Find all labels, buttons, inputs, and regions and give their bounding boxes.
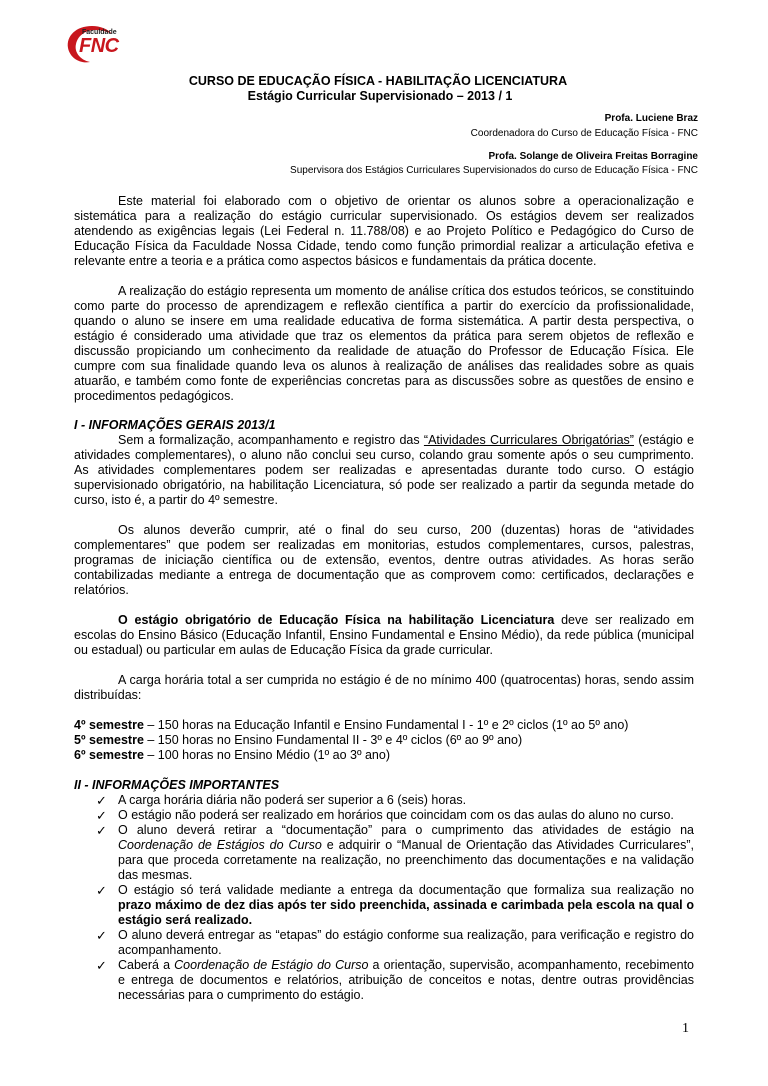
list-item: ✓ A carga horária diária não poderá ser superior a 6 (seis) horas. [96,793,467,808]
course-title: CURSO DE EDUCAÇÃO FÍSICA - HABILITAÇÃO LICENCIATURA [188,74,568,88]
section-1-paragraph-3: O estágio obrigatório de Educação Física na habilitação Licenciatura deve ser realizado em escolas do Ensino Básico (Educação Infantil, Ensino Fundamental e Ensino Médio), da rede pública (municipal ou estadual) ou particular em aulas de Educação Física da grade curricular. [74,613,694,657]
check-icon: ✓ [96,928,107,943]
coordinator-name: Profa. Luciene Braz [604,113,698,124]
list-item: ✓ O estágio não poderá ser realizado em horários que coincidam com os das aulas do aluno no curso. [96,808,674,823]
internship-title: Estágio Curricular Supervisionado – 2013 / 1 [247,89,513,103]
section-1-paragraph-1: Sem a formalização, acompanhamento e registro das “Atividades Curriculares Obrigatórias” (estágio e atividades complementares), o aluno não conclui seu curso, colando grau somente após o seu cumprimento. As atividades complementares podem ser realizadas e apresentadas durante todo curso. O estágio supervisionado obrigatório, na habilitação Licenciatura, só pode ser realizado a partir da segunda metade do curso, isto é, a partir do 4º semestre. [74,433,695,507]
page-number: 1 [682,1021,689,1036]
semester-line-5: 5º semestre – 150 horas no Ensino Fundamental II - 3º e 4º ciclos (6º ao 9º ano) [74,733,523,747]
section-2-heading: II - INFORMAÇÕES IMPORTANTES [74,778,280,792]
check-icon: ✓ [96,958,107,973]
list-item: ✓ O estágio só terá validade mediante a entrega da documentação que formaliza sua realização no prazo máximo de dez dias após ter sido preenchida, assinada e carimbada pela escola na qual o estágio será realizado. [96,883,694,927]
semester-line-6: 6º semestre – 100 horas no Ensino Médio (1º ao 3º ano) [74,748,390,762]
check-icon: ✓ [96,793,107,808]
semester-line-4: 4º semestre – 150 horas na Educação Infantil e Ensino Fundamental I - 1º e 2º ciclos (1º ao 5º ano) [74,718,629,732]
check-icon: ✓ [96,883,107,898]
supervisor-name: Profa. Solange de Oliveira Freitas Borragine [488,151,698,162]
list-item: ✓ Caberá a Coordenação de Estágio do Curso a orientação, supervisão, acompanhamento, recebimento e entrega de documentos e relatórios, atribuição de conceitos e notas, dentre outras providências necessárias para o cumprimento do estágio. [96,958,694,1002]
check-icon: ✓ [96,823,107,838]
check-icon: ✓ [96,808,107,823]
intro-paragraph-2: A realização do estágio representa um momento de análise crítica dos estudos teóricos, se constituindo como parte do processo de aprendizagem e reflexão científica a partir do exercício da profissionalidade, quando o aluno se insere em uma realidade educativa de forma sistemática. A partir desta perspectiva, o estágio é considerado uma atividade que traz os elementos da prática para serem objetos de reflexão e discussão propiciando um conhecimento da realidade de atuação do Professor de Educação Física. Ele cumpre com sua finalidade quando leva os alunos à realização de análises das realidades sobre as quais atuarão, e também como fonte de experiências concretas para as discussões sobre as questões de ensino e procedimentos pedagógicos. [74,284,694,403]
section-1-heading: I - INFORMAÇÕES GERAIS 2013/1 [74,418,276,432]
logo-brand-text: FNC [79,35,119,57]
list-item: ✓ O aluno deverá entregar as “etapas” do estágio conforme sua realização, para verificação e registro do acompanhamento. [96,928,694,957]
coordinator-role: Coordenadora do Curso de Educação Física - FNC [470,128,698,139]
important-info-list [74,793,694,1003]
section-1-paragraph-4: A carga horária total a ser cumprida no estágio é de no mínimo 400 (quatrocentas) horas, sendo assim distribuídas: [74,673,694,702]
section-1-paragraph-2: Os alunos deverão cumprir, até o final do seu curso, 200 (duzentas) horas de “atividades complementares” que podem ser realizadas em monitorias, estudos complementares, cursos, palestras, programas de iniciação científica ou de extensão, eventos, dentre outras atividades. As horas serão contabilizadas mediante a entrega de documentação que as comprovem como: certificados, declarações e relatórios. [74,523,694,597]
intro-paragraph-1: Este material foi elaborado com o objetivo de orientar os alunos sobre a operacionalização e sistemática para a realização do estágio curricular supervisionado. Os estágios devem ser realizados atendendo as exigências legais (Lei Federal n. 11.788/08) e ao Projeto Político e Pedagógico do Curso de Educação Física da Faculdade Nossa Cidade, tendo como função primordial realizar a articulação efetiva e relevante entre a teoria e a prática como aspectos básicos e fundamentais da prática docente. [74,194,694,268]
activities-link-text: “Atividades Curriculares Obrigatórias” [423,433,634,447]
list-item: ✓ O aluno deverá retirar a “documentação” para o cumprimento das atividades de estágio na Coordenação de Estágios do Curso e adquirir o “Manual de Orientação das Atividades Curriculares”, para que proceda corretamente na realização, no preenchimento das documentações e na validação das mesmas. [96,823,694,882]
logo-small-text: Faculdade [82,29,117,36]
document-body [74,194,694,1003]
fnc-logo-icon [62,22,124,66]
supervisor-role: Supervisora dos Estágios Curriculares Supervisionados do curso de Educação Física - FNC [290,165,698,176]
